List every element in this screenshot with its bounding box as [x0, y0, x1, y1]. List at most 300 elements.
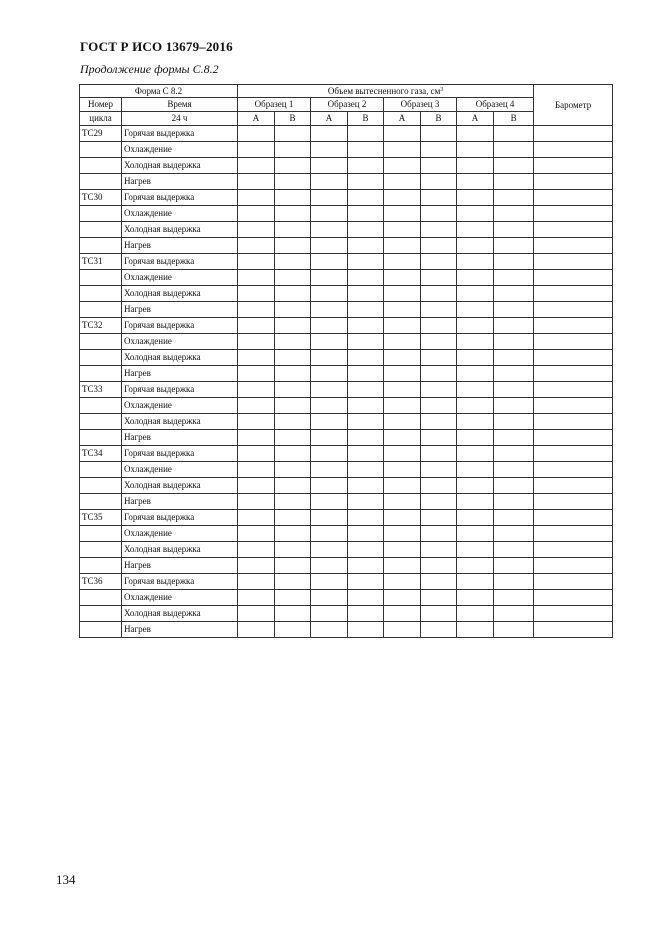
- volume-entry-cell[interactable]: [384, 286, 421, 302]
- volume-entry-cell[interactable]: [348, 318, 384, 334]
- volume-entry-cell[interactable]: [238, 414, 275, 430]
- barometer-entry-cell[interactable]: [534, 398, 613, 414]
- volume-entry-cell[interactable]: [238, 286, 275, 302]
- barometer-entry-cell[interactable]: [534, 590, 613, 606]
- barometer-entry-cell[interactable]: [534, 238, 613, 254]
- volume-entry-cell[interactable]: [311, 526, 348, 542]
- volume-entry-cell[interactable]: [238, 302, 275, 318]
- volume-entry-cell[interactable]: [348, 206, 384, 222]
- volume-entry-cell[interactable]: [384, 414, 421, 430]
- volume-entry-cell[interactable]: [494, 526, 534, 542]
- barometer-entry-cell[interactable]: [534, 542, 613, 558]
- volume-entry-cell[interactable]: [275, 574, 311, 590]
- volume-entry-cell[interactable]: [494, 254, 534, 270]
- volume-entry-cell[interactable]: [311, 190, 348, 206]
- cycle-number-header: Номер: [80, 98, 122, 112]
- volume-entry-cell[interactable]: [421, 430, 457, 446]
- volume-entry-cell[interactable]: [494, 238, 534, 254]
- volume-entry-cell[interactable]: [311, 446, 348, 462]
- volume-entry-cell[interactable]: [421, 590, 457, 606]
- volume-entry-cell[interactable]: [457, 302, 494, 318]
- volume-entry-cell[interactable]: [348, 382, 384, 398]
- volume-entry-cell[interactable]: [348, 558, 384, 574]
- volume-entry-cell[interactable]: [384, 462, 421, 478]
- volume-entry-cell[interactable]: [384, 398, 421, 414]
- volume-entry-cell[interactable]: [457, 462, 494, 478]
- volume-entry-cell[interactable]: [311, 238, 348, 254]
- volume-entry-cell[interactable]: [275, 126, 311, 142]
- volume-entry-cell[interactable]: [348, 494, 384, 510]
- volume-entry-cell[interactable]: [421, 158, 457, 174]
- volume-entry-cell[interactable]: [384, 270, 421, 286]
- volume-entry-cell[interactable]: [348, 526, 384, 542]
- volume-entry-cell[interactable]: [348, 622, 384, 638]
- volume-entry-cell[interactable]: [494, 558, 534, 574]
- volume-entry-cell[interactable]: [348, 478, 384, 494]
- volume-entry-cell[interactable]: [275, 526, 311, 542]
- volume-entry-cell[interactable]: [311, 174, 348, 190]
- volume-entry-cell[interactable]: [275, 350, 311, 366]
- page-number: 134: [56, 872, 76, 887]
- volume-entry-cell[interactable]: [238, 622, 275, 638]
- volume-entry-cell[interactable]: [457, 494, 494, 510]
- volume-entry-cell[interactable]: [494, 366, 534, 382]
- barometer-entry-cell[interactable]: [534, 126, 613, 142]
- volume-entry-cell[interactable]: [384, 606, 421, 622]
- barometer-entry-cell[interactable]: [534, 622, 613, 638]
- volume-entry-cell[interactable]: [238, 558, 275, 574]
- barometer-entry-cell[interactable]: [534, 158, 613, 174]
- volume-entry-cell[interactable]: [384, 126, 421, 142]
- volume-entry-cell[interactable]: [494, 334, 534, 350]
- volume-entry-cell[interactable]: [457, 222, 494, 238]
- volume-entry-cell[interactable]: [384, 542, 421, 558]
- volume-entry-cell[interactable]: [275, 238, 311, 254]
- volume-entry-cell[interactable]: [348, 574, 384, 590]
- volume-entry-cell[interactable]: [421, 318, 457, 334]
- volume-entry-cell[interactable]: [421, 446, 457, 462]
- barometer-entry-cell[interactable]: [534, 526, 613, 542]
- volume-entry-cell[interactable]: [311, 334, 348, 350]
- volume-entry-cell[interactable]: [384, 382, 421, 398]
- volume-entry-cell[interactable]: [275, 510, 311, 526]
- volume-entry-cell[interactable]: [457, 558, 494, 574]
- volume-entry-cell[interactable]: [457, 430, 494, 446]
- volume-entry-cell[interactable]: [238, 574, 275, 590]
- barometer-entry-cell[interactable]: [534, 510, 613, 526]
- volume-entry-cell[interactable]: [457, 574, 494, 590]
- volume-entry-cell[interactable]: [494, 590, 534, 606]
- volume-entry-cell[interactable]: [275, 270, 311, 286]
- volume-entry-cell[interactable]: [421, 254, 457, 270]
- volume-entry-cell[interactable]: [421, 142, 457, 158]
- volume-entry-cell[interactable]: [457, 606, 494, 622]
- volume-entry-cell[interactable]: [275, 318, 311, 334]
- barometer-entry-cell[interactable]: [534, 574, 613, 590]
- volume-entry-cell[interactable]: [457, 542, 494, 558]
- volume-entry-cell[interactable]: [348, 446, 384, 462]
- volume-entry-cell[interactable]: [311, 254, 348, 270]
- barometer-entry-cell[interactable]: [534, 430, 613, 446]
- volume-entry-cell[interactable]: [311, 318, 348, 334]
- volume-entry-cell[interactable]: [494, 606, 534, 622]
- volume-entry-cell[interactable]: [384, 510, 421, 526]
- volume-entry-cell[interactable]: [275, 414, 311, 430]
- volume-entry-cell[interactable]: [238, 174, 275, 190]
- volume-entry-cell[interactable]: [238, 318, 275, 334]
- barometer-entry-cell[interactable]: [534, 350, 613, 366]
- volume-entry-cell[interactable]: [275, 606, 311, 622]
- volume-entry-cell[interactable]: [494, 350, 534, 366]
- volume-entry-cell[interactable]: [457, 590, 494, 606]
- volume-entry-cell[interactable]: [457, 526, 494, 542]
- volume-entry-cell[interactable]: [275, 478, 311, 494]
- barometer-entry-cell[interactable]: [534, 494, 613, 510]
- volume-entry-cell[interactable]: [311, 622, 348, 638]
- volume-entry-cell[interactable]: [238, 542, 275, 558]
- volume-entry-cell[interactable]: [421, 382, 457, 398]
- volume-entry-cell[interactable]: [311, 382, 348, 398]
- cycle-number-cell: [80, 286, 122, 302]
- volume-entry-cell[interactable]: [348, 350, 384, 366]
- volume-entry-cell[interactable]: [238, 430, 275, 446]
- volume-entry-cell[interactable]: [494, 286, 534, 302]
- volume-entry-cell[interactable]: [238, 462, 275, 478]
- volume-entry-cell[interactable]: [421, 510, 457, 526]
- volume-entry-cell[interactable]: [238, 494, 275, 510]
- volume-entry-cell[interactable]: [275, 382, 311, 398]
- volume-entry-cell[interactable]: [384, 254, 421, 270]
- barometer-entry-cell[interactable]: [534, 206, 613, 222]
- volume-entry-cell[interactable]: [457, 190, 494, 206]
- barometer-entry-cell[interactable]: [534, 462, 613, 478]
- volume-entry-cell[interactable]: [421, 574, 457, 590]
- volume-entry-cell[interactable]: [384, 622, 421, 638]
- volume-entry-cell[interactable]: [457, 382, 494, 398]
- volume-entry-cell[interactable]: [457, 334, 494, 350]
- volume-entry-cell[interactable]: [494, 126, 534, 142]
- barometer-entry-cell[interactable]: [534, 318, 613, 334]
- volume-entry-cell[interactable]: [457, 398, 494, 414]
- barometer-entry-cell[interactable]: [534, 446, 613, 462]
- volume-entry-cell[interactable]: [384, 446, 421, 462]
- volume-entry-cell[interactable]: [238, 238, 275, 254]
- volume-entry-cell[interactable]: [384, 494, 421, 510]
- volume-entry-cell[interactable]: [494, 398, 534, 414]
- barometer-entry-cell[interactable]: [534, 558, 613, 574]
- volume-entry-cell[interactable]: [238, 446, 275, 462]
- volume-entry-cell[interactable]: [494, 222, 534, 238]
- volume-entry-cell[interactable]: [421, 366, 457, 382]
- volume-entry-cell[interactable]: [238, 510, 275, 526]
- volume-entry-cell[interactable]: [311, 478, 348, 494]
- volume-entry-cell[interactable]: [275, 622, 311, 638]
- volume-entry-cell[interactable]: [457, 446, 494, 462]
- volume-entry-cell[interactable]: [238, 478, 275, 494]
- volume-entry-cell[interactable]: [384, 158, 421, 174]
- volume-entry-cell[interactable]: [311, 574, 348, 590]
- volume-entry-cell[interactable]: [494, 494, 534, 510]
- volume-entry-cell[interactable]: [275, 366, 311, 382]
- volume-entry-cell[interactable]: [494, 318, 534, 334]
- volume-entry-cell[interactable]: [421, 270, 457, 286]
- barometer-entry-cell[interactable]: [534, 478, 613, 494]
- volume-entry-cell[interactable]: [421, 222, 457, 238]
- phase-cell: Холодная выдержка: [122, 542, 238, 558]
- volume-entry-cell[interactable]: [348, 430, 384, 446]
- barometer-entry-cell[interactable]: [534, 190, 613, 206]
- volume-entry-cell[interactable]: [494, 414, 534, 430]
- volume-entry-cell[interactable]: [275, 430, 311, 446]
- volume-entry-cell[interactable]: [275, 142, 311, 158]
- volume-entry-cell[interactable]: [457, 414, 494, 430]
- volume-entry-cell[interactable]: [421, 398, 457, 414]
- phase-cell: Холодная выдержка: [122, 478, 238, 494]
- volume-entry-cell[interactable]: [457, 238, 494, 254]
- volume-entry-cell[interactable]: [494, 190, 534, 206]
- volume-entry-cell[interactable]: [421, 174, 457, 190]
- volume-entry-cell[interactable]: [384, 206, 421, 222]
- volume-entry-cell[interactable]: [311, 398, 348, 414]
- volume-entry-cell[interactable]: [348, 190, 384, 206]
- volume-entry-cell[interactable]: [275, 334, 311, 350]
- volume-entry-cell[interactable]: [384, 302, 421, 318]
- volume-entry-cell[interactable]: [384, 334, 421, 350]
- volume-entry-cell[interactable]: [311, 142, 348, 158]
- volume-entry-cell[interactable]: [421, 526, 457, 542]
- volume-entry-cell[interactable]: [238, 366, 275, 382]
- volume-entry-cell[interactable]: [494, 574, 534, 590]
- volume-entry-cell[interactable]: [311, 558, 348, 574]
- volume-entry-cell[interactable]: [275, 542, 311, 558]
- volume-entry-cell[interactable]: [311, 590, 348, 606]
- volume-entry-cell[interactable]: [457, 126, 494, 142]
- volume-entry-cell[interactable]: [384, 238, 421, 254]
- volume-entry-cell[interactable]: [275, 206, 311, 222]
- volume-entry-cell[interactable]: [311, 286, 348, 302]
- volume-entry-cell[interactable]: [421, 558, 457, 574]
- volume-entry-cell[interactable]: [238, 526, 275, 542]
- volume-entry-cell[interactable]: [238, 606, 275, 622]
- volume-entry-cell[interactable]: [494, 478, 534, 494]
- volume-entry-cell[interactable]: [348, 302, 384, 318]
- volume-entry-cell[interactable]: [238, 222, 275, 238]
- volume-entry-cell[interactable]: [238, 254, 275, 270]
- volume-entry-cell[interactable]: [457, 270, 494, 286]
- volume-entry-cell[interactable]: [238, 158, 275, 174]
- volume-entry-cell[interactable]: [457, 366, 494, 382]
- table-row: [80, 222, 613, 238]
- volume-entry-cell[interactable]: [238, 190, 275, 206]
- cycle-number-cell: [80, 494, 122, 510]
- volume-entry-cell[interactable]: [348, 254, 384, 270]
- volume-entry-cell[interactable]: [275, 590, 311, 606]
- volume-entry-cell[interactable]: [348, 606, 384, 622]
- barometer-entry-cell[interactable]: [534, 174, 613, 190]
- volume-entry-cell[interactable]: [275, 302, 311, 318]
- volume-entry-cell[interactable]: [457, 318, 494, 334]
- volume-entry-cell[interactable]: [421, 350, 457, 366]
- volume-entry-cell[interactable]: [494, 158, 534, 174]
- barometer-entry-cell[interactable]: [534, 382, 613, 398]
- volume-entry-cell[interactable]: [348, 510, 384, 526]
- volume-entry-cell[interactable]: [311, 430, 348, 446]
- volume-entry-cell[interactable]: [348, 126, 384, 142]
- volume-entry-cell[interactable]: [384, 366, 421, 382]
- volume-entry-cell[interactable]: [348, 222, 384, 238]
- volume-entry-cell[interactable]: [275, 174, 311, 190]
- volume-entry-cell[interactable]: [421, 462, 457, 478]
- volume-entry-cell[interactable]: [311, 222, 348, 238]
- volume-entry-cell[interactable]: [457, 142, 494, 158]
- volume-entry-cell[interactable]: [238, 334, 275, 350]
- volume-entry-cell[interactable]: [421, 286, 457, 302]
- volume-entry-cell[interactable]: [348, 270, 384, 286]
- volume-entry-cell[interactable]: [421, 606, 457, 622]
- volume-entry-cell[interactable]: [348, 238, 384, 254]
- volume-entry-cell[interactable]: [348, 398, 384, 414]
- volume-entry-cell[interactable]: [311, 494, 348, 510]
- volume-entry-cell[interactable]: [494, 510, 534, 526]
- barometer-entry-cell[interactable]: [534, 254, 613, 270]
- barometer-entry-cell[interactable]: [534, 414, 613, 430]
- volume-entry-cell[interactable]: [348, 334, 384, 350]
- volume-entry-cell[interactable]: [311, 126, 348, 142]
- volume-entry-cell[interactable]: [494, 270, 534, 286]
- volume-entry-cell[interactable]: [311, 462, 348, 478]
- volume-entry-cell[interactable]: [494, 462, 534, 478]
- volume-entry-cell[interactable]: [348, 366, 384, 382]
- volume-entry-cell[interactable]: [421, 206, 457, 222]
- volume-entry-cell[interactable]: [457, 254, 494, 270]
- volume-entry-cell[interactable]: [384, 190, 421, 206]
- volume-entry-cell[interactable]: [275, 398, 311, 414]
- volume-entry-cell[interactable]: [421, 334, 457, 350]
- table-row: [80, 286, 613, 302]
- volume-entry-cell[interactable]: [384, 478, 421, 494]
- volume-entry-cell[interactable]: [311, 542, 348, 558]
- volume-entry-cell[interactable]: [421, 622, 457, 638]
- barometer-entry-cell[interactable]: [534, 270, 613, 286]
- volume-entry-cell[interactable]: [238, 126, 275, 142]
- phase-cell: Холодная выдержка: [122, 350, 238, 366]
- volume-entry-cell[interactable]: [348, 542, 384, 558]
- volume-entry-cell[interactable]: [384, 590, 421, 606]
- barometer-entry-cell[interactable]: [534, 334, 613, 350]
- volume-entry-cell[interactable]: [275, 494, 311, 510]
- volume-entry-cell[interactable]: [494, 382, 534, 398]
- volume-entry-cell[interactable]: [348, 462, 384, 478]
- barometer-entry-cell[interactable]: [534, 606, 613, 622]
- volume-entry-cell[interactable]: [457, 350, 494, 366]
- volume-entry-cell[interactable]: [421, 542, 457, 558]
- volume-entry-cell[interactable]: [275, 286, 311, 302]
- volume-entry-cell[interactable]: [384, 318, 421, 334]
- volume-entry-cell[interactable]: [275, 254, 311, 270]
- volume-entry-cell[interactable]: [275, 462, 311, 478]
- volume-entry-cell[interactable]: [494, 174, 534, 190]
- volume-entry-cell[interactable]: [348, 174, 384, 190]
- volume-entry-cell[interactable]: [238, 382, 275, 398]
- volume-entry-cell[interactable]: [384, 174, 421, 190]
- barometer-entry-cell[interactable]: [534, 142, 613, 158]
- barometer-entry-cell[interactable]: [534, 366, 613, 382]
- volume-entry-cell[interactable]: [311, 350, 348, 366]
- volume-entry-cell[interactable]: [275, 222, 311, 238]
- volume-entry-cell[interactable]: [457, 478, 494, 494]
- volume-entry-cell[interactable]: [238, 398, 275, 414]
- volume-entry-cell[interactable]: [311, 606, 348, 622]
- volume-entry-cell[interactable]: [457, 510, 494, 526]
- volume-entry-cell[interactable]: [494, 142, 534, 158]
- volume-entry-cell[interactable]: [238, 270, 275, 286]
- volume-entry-cell[interactable]: [275, 446, 311, 462]
- volume-entry-cell[interactable]: [494, 622, 534, 638]
- volume-entry-cell[interactable]: [311, 206, 348, 222]
- volume-entry-cell[interactable]: [384, 350, 421, 366]
- volume-entry-cell[interactable]: [457, 206, 494, 222]
- volume-entry-cell[interactable]: [311, 510, 348, 526]
- volume-entry-cell[interactable]: [384, 574, 421, 590]
- volume-entry-cell[interactable]: [238, 350, 275, 366]
- volume-entry-cell[interactable]: [494, 430, 534, 446]
- volume-entry-cell[interactable]: [311, 302, 348, 318]
- volume-entry-cell[interactable]: [348, 142, 384, 158]
- volume-entry-cell[interactable]: [457, 286, 494, 302]
- volume-entry-cell[interactable]: [421, 190, 457, 206]
- volume-entry-cell[interactable]: [311, 366, 348, 382]
- cycle-number-cell: [80, 526, 122, 542]
- volume-entry-cell[interactable]: [384, 142, 421, 158]
- volume-entry-cell[interactable]: [238, 206, 275, 222]
- volume-entry-cell[interactable]: [494, 542, 534, 558]
- volume-entry-cell[interactable]: [494, 302, 534, 318]
- volume-entry-cell[interactable]: [348, 590, 384, 606]
- volume-entry-cell[interactable]: [421, 302, 457, 318]
- volume-entry-cell[interactable]: [384, 222, 421, 238]
- volume-entry-cell[interactable]: [275, 190, 311, 206]
- volume-entry-cell[interactable]: [311, 414, 348, 430]
- volume-entry-cell[interactable]: [384, 558, 421, 574]
- phase-cell: Холодная выдержка: [122, 286, 238, 302]
- volume-entry-cell[interactable]: [457, 622, 494, 638]
- volume-entry-cell[interactable]: [275, 558, 311, 574]
- volume-entry-cell[interactable]: [348, 414, 384, 430]
- volume-entry-cell[interactable]: [457, 158, 494, 174]
- volume-entry-cell[interactable]: [238, 590, 275, 606]
- cycle-number-cell: TC32: [80, 318, 122, 334]
- barometer-entry-cell[interactable]: [534, 286, 613, 302]
- barometer-entry-cell[interactable]: [534, 222, 613, 238]
- volume-entry-cell[interactable]: [238, 142, 275, 158]
- volume-entry-cell[interactable]: [275, 158, 311, 174]
- volume-entry-cell[interactable]: [311, 270, 348, 286]
- volume-entry-cell[interactable]: [421, 414, 457, 430]
- volume-entry-cell[interactable]: [494, 446, 534, 462]
- volume-entry-cell[interactable]: [311, 158, 348, 174]
- volume-entry-cell[interactable]: [494, 206, 534, 222]
- barometer-entry-cell[interactable]: [534, 302, 613, 318]
- volume-entry-cell[interactable]: [421, 478, 457, 494]
- volume-entry-cell[interactable]: [421, 238, 457, 254]
- volume-entry-cell[interactable]: [348, 158, 384, 174]
- volume-entry-cell[interactable]: [348, 286, 384, 302]
- volume-entry-cell[interactable]: [384, 526, 421, 542]
- volume-entry-cell[interactable]: [384, 430, 421, 446]
- volume-entry-cell[interactable]: [457, 174, 494, 190]
- volume-entry-cell[interactable]: [421, 494, 457, 510]
- volume-entry-cell[interactable]: [421, 126, 457, 142]
